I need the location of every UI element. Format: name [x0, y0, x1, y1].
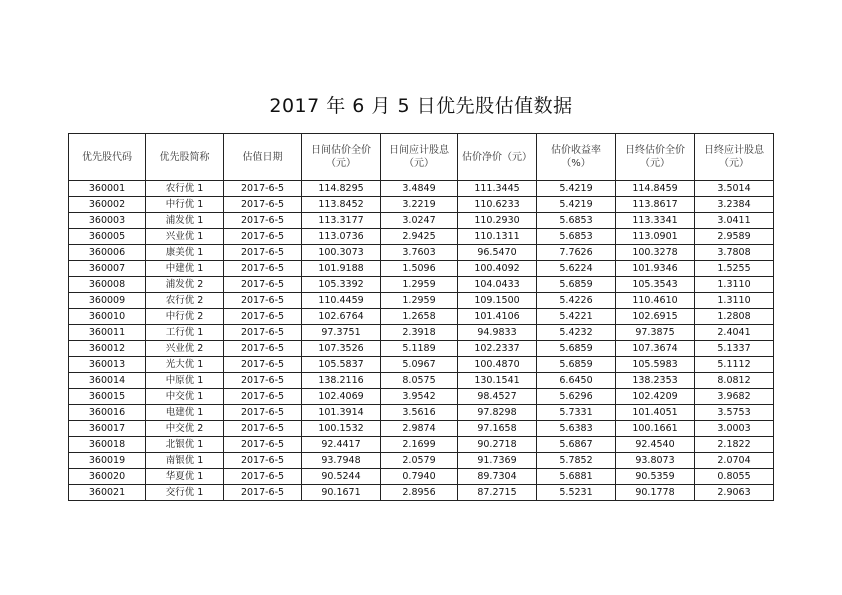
table-cell: 2017-6-5 — [224, 357, 302, 373]
column-header-label: 估值日期 — [242, 151, 283, 163]
table-cell: 5.1189 — [381, 341, 458, 357]
table-row — [69, 245, 774, 261]
table-cell: 1.2959 — [381, 293, 458, 309]
table-cell: 兴业优 1 — [146, 229, 224, 245]
table-cell: 8.0575 — [381, 373, 458, 389]
table-cell: 5.6859 — [537, 277, 616, 293]
table-cell: 100.1532 — [302, 421, 381, 437]
table-cell: 3.4849 — [381, 181, 458, 197]
table-cell: 5.6853 — [537, 213, 616, 229]
table-row — [69, 453, 774, 469]
table-cell: 1.3110 — [695, 293, 774, 309]
table-cell: 兴业优 2 — [146, 341, 224, 357]
table-cell: 110.4459 — [302, 293, 381, 309]
table-cell: 360019 — [69, 453, 146, 469]
table-cell: 93.8073 — [616, 453, 695, 469]
table-cell: 360020 — [69, 469, 146, 485]
table-cell: 113.3341 — [616, 213, 695, 229]
table-cell: 3.5014 — [695, 181, 774, 197]
column-header — [224, 134, 302, 181]
table-cell: 北银优 1 — [146, 437, 224, 453]
table-cell: 5.5231 — [537, 485, 616, 501]
table-cell: 2017-6-5 — [224, 181, 302, 197]
table-cell: 5.4232 — [537, 325, 616, 341]
table-cell: 90.1671 — [302, 485, 381, 501]
table-cell: 0.7940 — [381, 469, 458, 485]
column-header — [146, 134, 224, 181]
table-cell: 2.9874 — [381, 421, 458, 437]
column-header-unit: （元） — [326, 158, 356, 169]
table-cell: 2017-6-5 — [224, 485, 302, 501]
table-cell: 华夏优 1 — [146, 469, 224, 485]
table-cell: 3.0411 — [695, 213, 774, 229]
table-cell: 1.3110 — [695, 277, 774, 293]
table-cell: 5.4219 — [537, 197, 616, 213]
table-cell: 3.9542 — [381, 389, 458, 405]
table-cell: 农行优 1 — [146, 181, 224, 197]
table-cell: 浦发优 2 — [146, 277, 224, 293]
table-cell: 90.2718 — [458, 437, 537, 453]
table-row — [69, 485, 774, 501]
table-cell: 360002 — [69, 197, 146, 213]
table-cell: 90.1778 — [616, 485, 695, 501]
table-row — [69, 357, 774, 373]
table-cell: 5.6881 — [537, 469, 616, 485]
column-header — [302, 134, 381, 181]
table-cell: 2.9063 — [695, 485, 774, 501]
table-cell: 102.4209 — [616, 389, 695, 405]
table-cell: 97.8298 — [458, 405, 537, 421]
table-cell: 360018 — [69, 437, 146, 453]
table-cell: 5.7331 — [537, 405, 616, 421]
table-cell: 107.3526 — [302, 341, 381, 357]
table-cell: 2.0579 — [381, 453, 458, 469]
table-cell: 2.4041 — [695, 325, 774, 341]
table-cell: 康美优 1 — [146, 245, 224, 261]
table-cell: 2017-6-5 — [224, 469, 302, 485]
table-cell: 97.1658 — [458, 421, 537, 437]
table-cell: 110.4610 — [616, 293, 695, 309]
table-cell: 2017-6-5 — [224, 389, 302, 405]
table-cell: 5.6853 — [537, 229, 616, 245]
table-cell: 110.6233 — [458, 197, 537, 213]
table-cell: 5.6224 — [537, 261, 616, 277]
table-cell: 93.7948 — [302, 453, 381, 469]
column-header-unit: （元） — [640, 158, 670, 169]
column-header — [616, 134, 695, 181]
table-cell: 5.4219 — [537, 181, 616, 197]
table-row — [69, 421, 774, 437]
table-cell: 5.4226 — [537, 293, 616, 309]
valuation-table — [68, 133, 774, 501]
table-cell: 105.3543 — [616, 277, 695, 293]
table-cell: 102.4069 — [302, 389, 381, 405]
table-cell: 2017-6-5 — [224, 341, 302, 357]
table-cell: 100.4092 — [458, 261, 537, 277]
table-cell: 中交优 1 — [146, 389, 224, 405]
column-header-label: 日间应计股息 — [389, 145, 449, 156]
table-row — [69, 213, 774, 229]
table-row — [69, 389, 774, 405]
table-cell: 3.0003 — [695, 421, 774, 437]
table-cell: 360017 — [69, 421, 146, 437]
column-header-unit: （%） — [561, 158, 591, 169]
table-cell: 94.9833 — [458, 325, 537, 341]
table-cell: 360001 — [69, 181, 146, 197]
column-header — [69, 134, 146, 181]
table-cell: 101.4106 — [458, 309, 537, 325]
table-cell: 92.4540 — [616, 437, 695, 453]
table-cell: 110.2930 — [458, 213, 537, 229]
table-cell: 114.8459 — [616, 181, 695, 197]
table-cell: 92.4417 — [302, 437, 381, 453]
table-cell: 138.2353 — [616, 373, 695, 389]
table-cell: 360012 — [69, 341, 146, 357]
table-cell: 中行优 2 — [146, 309, 224, 325]
table-cell: 5.7852 — [537, 453, 616, 469]
table-cell: 104.0433 — [458, 277, 537, 293]
table-cell: 105.5983 — [616, 357, 695, 373]
table-cell: 7.7626 — [537, 245, 616, 261]
table-cell: 360008 — [69, 277, 146, 293]
table-cell: 5.6383 — [537, 421, 616, 437]
table-cell: 109.1500 — [458, 293, 537, 309]
table-cell: 2.1699 — [381, 437, 458, 453]
table-cell: 360013 — [69, 357, 146, 373]
table-cell: 91.7369 — [458, 453, 537, 469]
table-cell: 2017-6-5 — [224, 405, 302, 421]
table-cell: 0.8055 — [695, 469, 774, 485]
page-title: 2017 年 6 月 5 日优先股估值数据 — [269, 95, 573, 117]
table-cell: 110.1311 — [458, 229, 537, 245]
table-row — [69, 181, 774, 197]
table-cell: 360014 — [69, 373, 146, 389]
table-cell: 113.3177 — [302, 213, 381, 229]
column-header-unit: （元） — [719, 158, 749, 169]
column-header-label: 日终估价全价 — [625, 145, 685, 156]
column-header — [381, 134, 458, 181]
table-cell: 2.9589 — [695, 229, 774, 245]
table-cell: 360009 — [69, 293, 146, 309]
table-cell: 1.5255 — [695, 261, 774, 277]
table-cell: 3.5753 — [695, 405, 774, 421]
table-cell: 102.6764 — [302, 309, 381, 325]
table-cell: 2017-6-5 — [224, 421, 302, 437]
table-cell: 2017-6-5 — [224, 325, 302, 341]
table-cell: 中原优 1 — [146, 373, 224, 389]
table-cell: 113.0901 — [616, 229, 695, 245]
table-cell: 2017-6-5 — [224, 261, 302, 277]
table-cell: 113.8452 — [302, 197, 381, 213]
table-row — [69, 373, 774, 389]
table-cell: 2.0704 — [695, 453, 774, 469]
table-cell: 3.0247 — [381, 213, 458, 229]
table-cell: 5.4221 — [537, 309, 616, 325]
table-cell: 浦发优 1 — [146, 213, 224, 229]
table-cell: 中行优 1 — [146, 197, 224, 213]
table-cell: 138.2116 — [302, 373, 381, 389]
table-row — [69, 261, 774, 277]
table-cell: 102.6915 — [616, 309, 695, 325]
table-cell: 2017-6-5 — [224, 373, 302, 389]
table-cell: 2.1822 — [695, 437, 774, 453]
table-cell: 101.3914 — [302, 405, 381, 421]
table-cell: 5.6859 — [537, 341, 616, 357]
table-cell: 光大优 1 — [146, 357, 224, 373]
table-cell: 130.1541 — [458, 373, 537, 389]
column-header-label: 估价净价（元） — [462, 151, 532, 163]
table-cell: 2017-6-5 — [224, 293, 302, 309]
column-header — [695, 134, 774, 181]
table-cell: 360015 — [69, 389, 146, 405]
column-header — [537, 134, 616, 181]
table-cell: 107.3674 — [616, 341, 695, 357]
table-cell: 87.2715 — [458, 485, 537, 501]
table-cell: 1.2808 — [695, 309, 774, 325]
table-cell: 360011 — [69, 325, 146, 341]
table-cell: 90.5359 — [616, 469, 695, 485]
table-cell: 360005 — [69, 229, 146, 245]
table-cell: 100.3278 — [616, 245, 695, 261]
table-cell: 2017-6-5 — [224, 277, 302, 293]
table-cell: 360006 — [69, 245, 146, 261]
table-cell: 97.3875 — [616, 325, 695, 341]
table-cell: 6.6450 — [537, 373, 616, 389]
table-cell: 360016 — [69, 405, 146, 421]
table-cell: 113.0736 — [302, 229, 381, 245]
table-cell: 1.2959 — [381, 277, 458, 293]
table-cell: 3.7808 — [695, 245, 774, 261]
table-cell: 96.5470 — [458, 245, 537, 261]
table-cell: 2017-6-5 — [224, 213, 302, 229]
table-cell: 5.6859 — [537, 357, 616, 373]
table-cell: 2017-6-5 — [224, 453, 302, 469]
table-cell: 3.9682 — [695, 389, 774, 405]
table-cell: 5.6867 — [537, 437, 616, 453]
table-cell: 2017-6-5 — [224, 197, 302, 213]
column-header-label: 日终应计股息 — [704, 145, 764, 156]
table-cell: 5.6296 — [537, 389, 616, 405]
table-cell: 89.7304 — [458, 469, 537, 485]
table-cell: 1.5096 — [381, 261, 458, 277]
table-row — [69, 197, 774, 213]
table-row — [69, 325, 774, 341]
table-row — [69, 469, 774, 485]
table-cell: 2017-6-5 — [224, 309, 302, 325]
column-header — [458, 134, 537, 181]
table-cell: 105.3392 — [302, 277, 381, 293]
table-cell: 101.4051 — [616, 405, 695, 421]
table-cell: 中建优 1 — [146, 261, 224, 277]
table-cell: 360010 — [69, 309, 146, 325]
table-cell: 3.7603 — [381, 245, 458, 261]
table-cell: 102.2337 — [458, 341, 537, 357]
table-cell: 1.2658 — [381, 309, 458, 325]
table-cell: 5.1112 — [695, 357, 774, 373]
header-row — [69, 134, 774, 181]
table-cell: 105.5837 — [302, 357, 381, 373]
table-row — [69, 293, 774, 309]
column-header-label: 日间估价全价 — [311, 145, 371, 156]
table-cell: 98.4527 — [458, 389, 537, 405]
table-cell: 3.2219 — [381, 197, 458, 213]
table-cell: 114.8295 — [302, 181, 381, 197]
table-cell: 5.1337 — [695, 341, 774, 357]
table-cell: 2017-6-5 — [224, 245, 302, 261]
table-cell: 2017-6-5 — [224, 229, 302, 245]
table-row — [69, 437, 774, 453]
table-cell: 南银优 1 — [146, 453, 224, 469]
column-header-label: 估价收益率 — [551, 145, 601, 156]
table-cell: 电建优 1 — [146, 405, 224, 421]
table-row — [69, 405, 774, 421]
table-cell: 中交优 2 — [146, 421, 224, 437]
table-cell: 3.2384 — [695, 197, 774, 213]
table-cell: 2.8956 — [381, 485, 458, 501]
table-cell: 2017-6-5 — [224, 437, 302, 453]
table-cell: 100.3073 — [302, 245, 381, 261]
table-body — [69, 181, 774, 501]
table-row — [69, 277, 774, 293]
table-cell: 111.3445 — [458, 181, 537, 197]
table-cell: 工行优 1 — [146, 325, 224, 341]
table-cell: 97.3751 — [302, 325, 381, 341]
table-cell: 360021 — [69, 485, 146, 501]
table-cell: 101.9346 — [616, 261, 695, 277]
table-cell: 交行优 1 — [146, 485, 224, 501]
table-cell: 100.1661 — [616, 421, 695, 437]
table-cell: 90.5244 — [302, 469, 381, 485]
table-cell: 农行优 2 — [146, 293, 224, 309]
table-cell: 5.0967 — [381, 357, 458, 373]
column-header-unit: （元） — [404, 158, 434, 169]
table-row — [69, 229, 774, 245]
table-cell: 3.5616 — [381, 405, 458, 421]
table-cell: 360003 — [69, 213, 146, 229]
table-cell: 2.9425 — [381, 229, 458, 245]
table-cell: 100.4870 — [458, 357, 537, 373]
table-cell: 101.9188 — [302, 261, 381, 277]
table-row — [69, 341, 774, 357]
table-cell: 8.0812 — [695, 373, 774, 389]
table-row — [69, 309, 774, 325]
table-cell: 360007 — [69, 261, 146, 277]
column-header-label: 优先股代码 — [82, 151, 132, 163]
column-header-label: 优先股简称 — [159, 151, 210, 163]
table-cell: 2.3918 — [381, 325, 458, 341]
table-cell: 113.8617 — [616, 197, 695, 213]
